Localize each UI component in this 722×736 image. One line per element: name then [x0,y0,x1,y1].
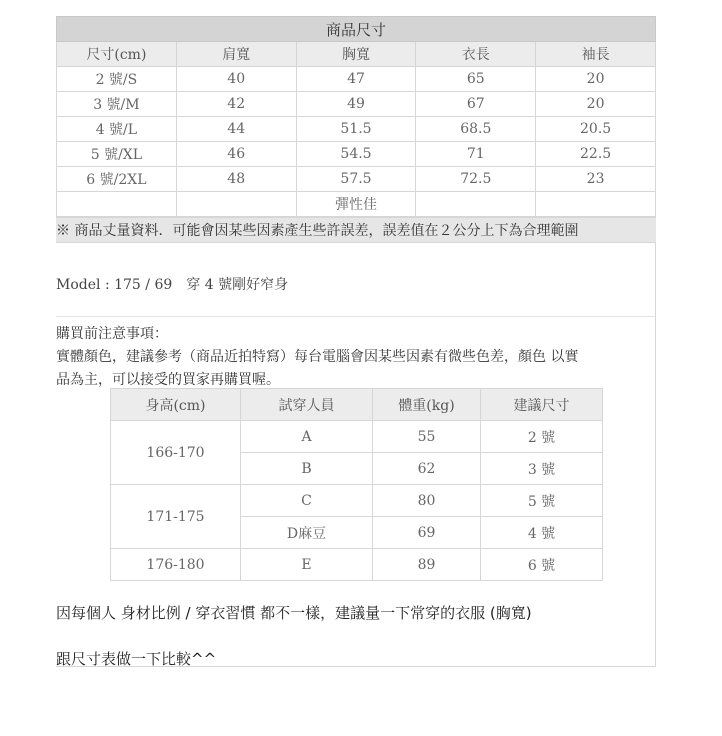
size-cell: 3 號/M [57,92,177,117]
size-cell: 72.5 [416,167,536,192]
size-cell: 23 [536,167,656,192]
suggested-size: 2 號 [481,421,603,453]
table-row [57,117,656,142]
footer-note: 跟尺寸表做一下比較^^ [56,650,217,668]
size-table-header-row [57,42,656,67]
suggested-size: 3 號 [481,453,603,485]
size-header: 衣長 [416,42,536,67]
size-cell: 40 [176,67,296,92]
size-header: 袖長 [536,42,656,67]
size-header: 肩寬 [176,42,296,67]
size-cell: 47 [296,67,416,92]
size-cell: 44 [176,117,296,142]
tester: D麻豆 [241,517,373,549]
fit-header: 試穿人員 [241,389,373,421]
size-header: 尺寸(cm) [57,42,177,67]
table-row [57,167,656,192]
size-cell: 71 [416,142,536,167]
tester: C [241,485,373,517]
size-cell: 49 [296,92,416,117]
size-cell: 54.5 [296,142,416,167]
purchase-notice [56,317,655,389]
size-cell: 65 [416,67,536,92]
elasticity-label: 彈性佳 [296,192,416,217]
weight: 55 [373,421,481,453]
table-row [57,142,656,167]
tester: B [241,453,373,485]
size-cell: 4 號/L [57,117,177,142]
size-cell: 67 [416,92,536,117]
weight: 80 [373,485,481,517]
size-cell: 51.5 [296,117,416,142]
size-cell: 2 號/S [57,67,177,92]
tester: E [241,549,373,581]
size-table-title: 商品尺寸 [57,17,656,42]
size-cell: 20 [536,67,656,92]
weight: 62 [373,453,481,485]
table-row [57,67,656,92]
size-cell: 68.5 [416,117,536,142]
footer-note: 因每個人 身材比例 / 穿衣習慣 都不一樣，建議量一下常穿的衣服 (胸寬) [56,604,532,622]
fit-table-header-row [111,389,603,421]
height-range: 171-175 [111,485,241,549]
table-row [111,485,603,517]
fit-header: 建議尺寸 [481,389,603,421]
weight: 89 [373,549,481,581]
fit-header: 身高(cm) [111,389,241,421]
fit-header: 體重(kg) [373,389,481,421]
weight: 69 [373,517,481,549]
size-header: 胸寬 [296,42,416,67]
size-cell: 22.5 [536,142,656,167]
suggested-size: 6 號 [481,549,603,581]
model-info-block [56,243,655,317]
table-row [111,549,603,581]
suggested-size: 4 號 [481,517,603,549]
height-range: 166-170 [111,421,241,485]
table-row [57,92,656,117]
size-cell: 46 [176,142,296,167]
product-info-panel [56,16,656,667]
tester: A [241,421,373,453]
size-cell: 20 [536,92,656,117]
size-table [56,16,656,217]
model-info: Model : 175 / 69 穿 4 號剛好窄身 [56,277,289,293]
notice-title: 購買前注意事項： [56,326,168,342]
table-row [111,421,603,453]
height-range: 176-180 [111,549,241,581]
size-cell: 57.5 [296,167,416,192]
elasticity-row [57,192,656,217]
measurement-note: ※ 商品丈量資料．可能會因某些因素產生些許誤差，誤差值在２公分上下為合理範圍 [56,217,656,243]
size-cell: 6 號/2XL [57,167,177,192]
notice-line: 品為主，可以接受的買家再購買喔。 [56,372,280,388]
size-cell: 5 號/XL [57,142,177,167]
size-cell: 48 [176,167,296,192]
size-cell: 42 [176,92,296,117]
size-cell: 20.5 [536,117,656,142]
suggested-size: 5 號 [481,485,603,517]
fit-table [110,388,603,581]
notice-line: 實體顏色，建議參考（商品近拍特寫）每台電腦會因某些因素有微些色差，顏色 以實 [56,349,579,365]
